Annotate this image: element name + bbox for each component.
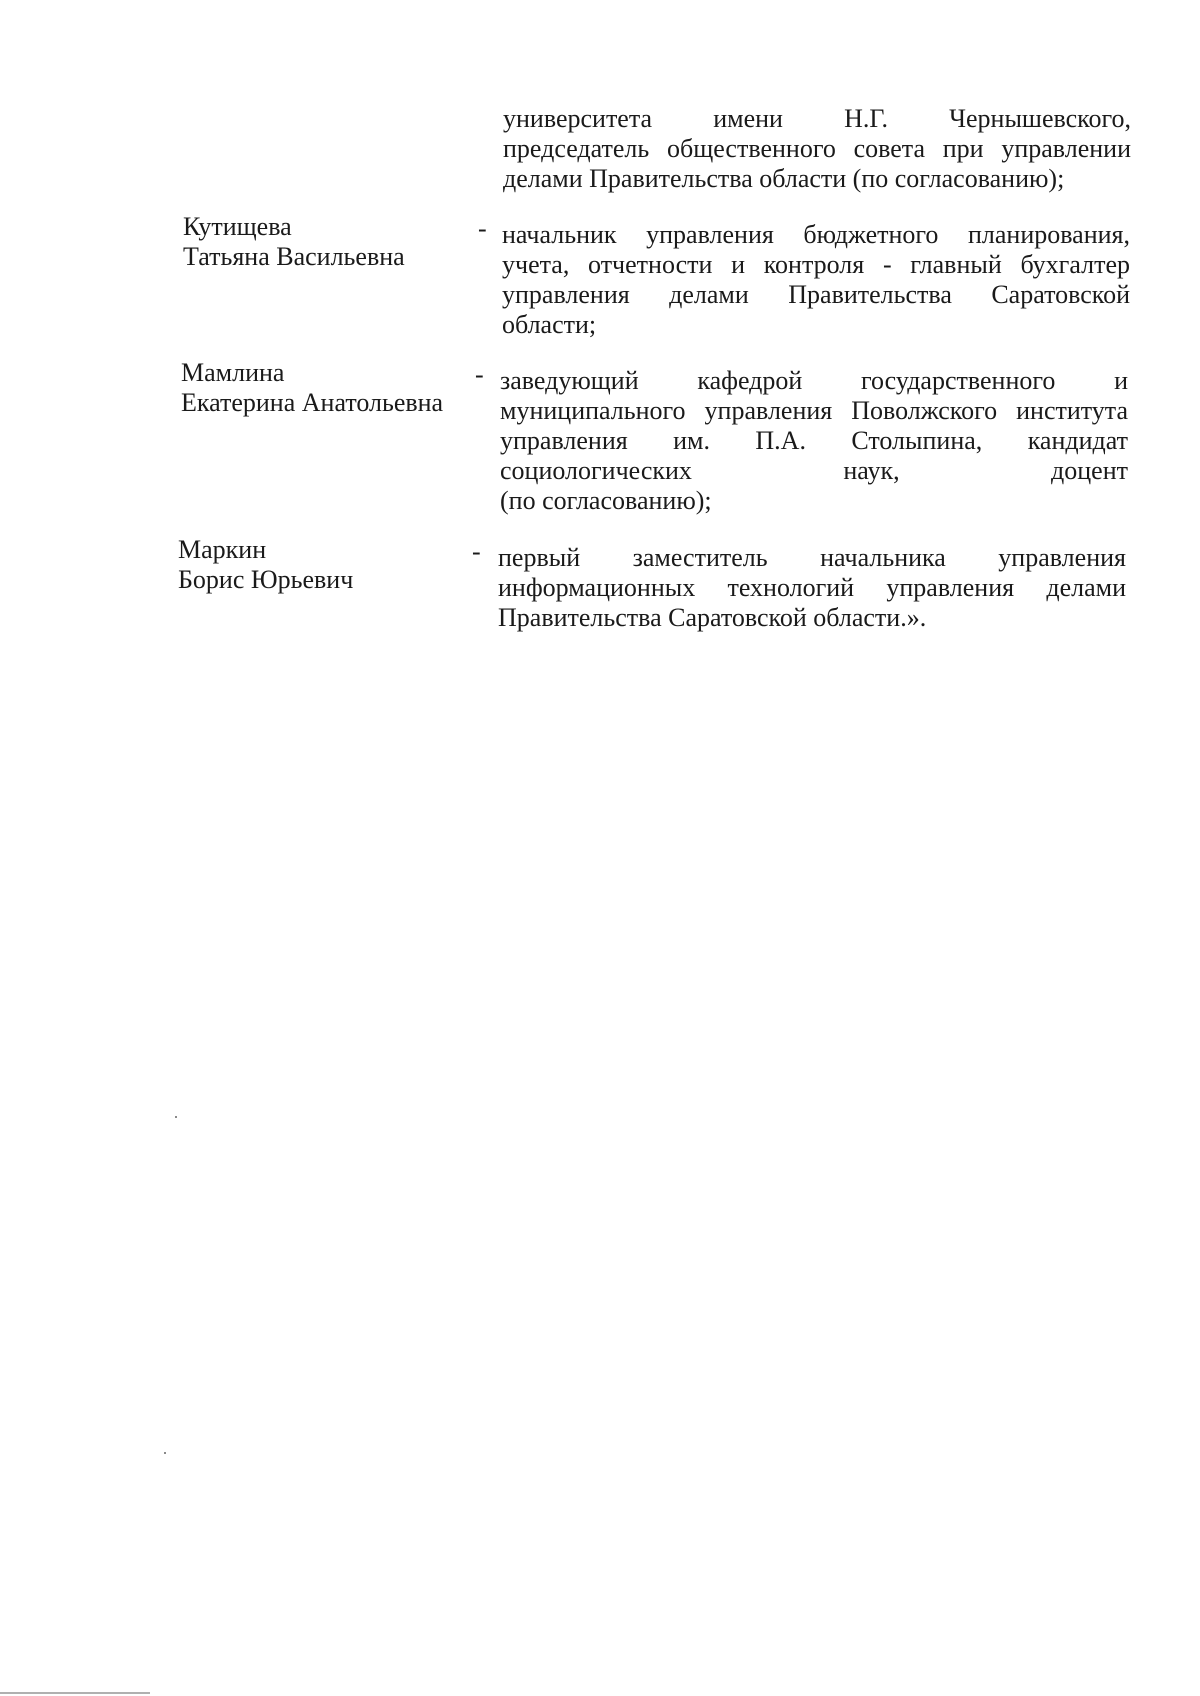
text-line: заведующий кафедрой государственного и	[500, 366, 1128, 395]
text-line: председатель общественного совета при управлении	[503, 134, 1131, 163]
scan-speck	[175, 1116, 177, 1118]
text-line: Правительства Саратовской области.».	[498, 603, 927, 632]
member-given-names: Татьяна Васильевна	[183, 242, 405, 271]
member-name	[178, 535, 478, 595]
member-surname: Маркин	[178, 535, 267, 564]
scan-speck	[164, 1452, 166, 1454]
member-role	[498, 543, 1126, 633]
scan-edge-line	[0, 1692, 150, 1694]
text-line: учета, отчетности и контроля - главный бухгалтер	[502, 250, 1130, 279]
text-line: муниципального управления Поволжского института	[500, 396, 1128, 425]
member-surname: Кутищева	[183, 212, 292, 241]
text-line: первый заместитель начальника управления	[498, 543, 1126, 572]
member-name	[181, 358, 481, 418]
dash-separator: -	[472, 537, 481, 566]
text-line: управления им. П.А. Столыпина, кандидат	[500, 426, 1128, 455]
member-name	[183, 212, 483, 272]
member-given-names: Екатерина Анатольевна	[181, 388, 444, 417]
dash-separator: -	[475, 360, 484, 389]
member-role	[502, 220, 1130, 340]
text-line: делами Правительства области (по согласованию);	[503, 164, 1065, 193]
member-role	[500, 366, 1128, 516]
text-line: области;	[502, 310, 597, 339]
text-line: управления делами Правительства Саратовской	[502, 280, 1130, 309]
member-surname: Мамлина	[181, 358, 285, 387]
dash-separator: -	[478, 214, 487, 243]
text-line: университета имени Н.Г. Чернышевского,	[503, 104, 1131, 133]
text-line: социологических наук, доцент	[500, 456, 1128, 485]
text-line: начальник управления бюджетного планирования,	[502, 220, 1130, 249]
intro-continuation	[503, 104, 1131, 194]
text-line: информационных технологий управления делами	[498, 573, 1126, 602]
text-line: (по согласованию);	[500, 486, 712, 515]
member-given-names: Борис Юрьевич	[178, 565, 354, 594]
